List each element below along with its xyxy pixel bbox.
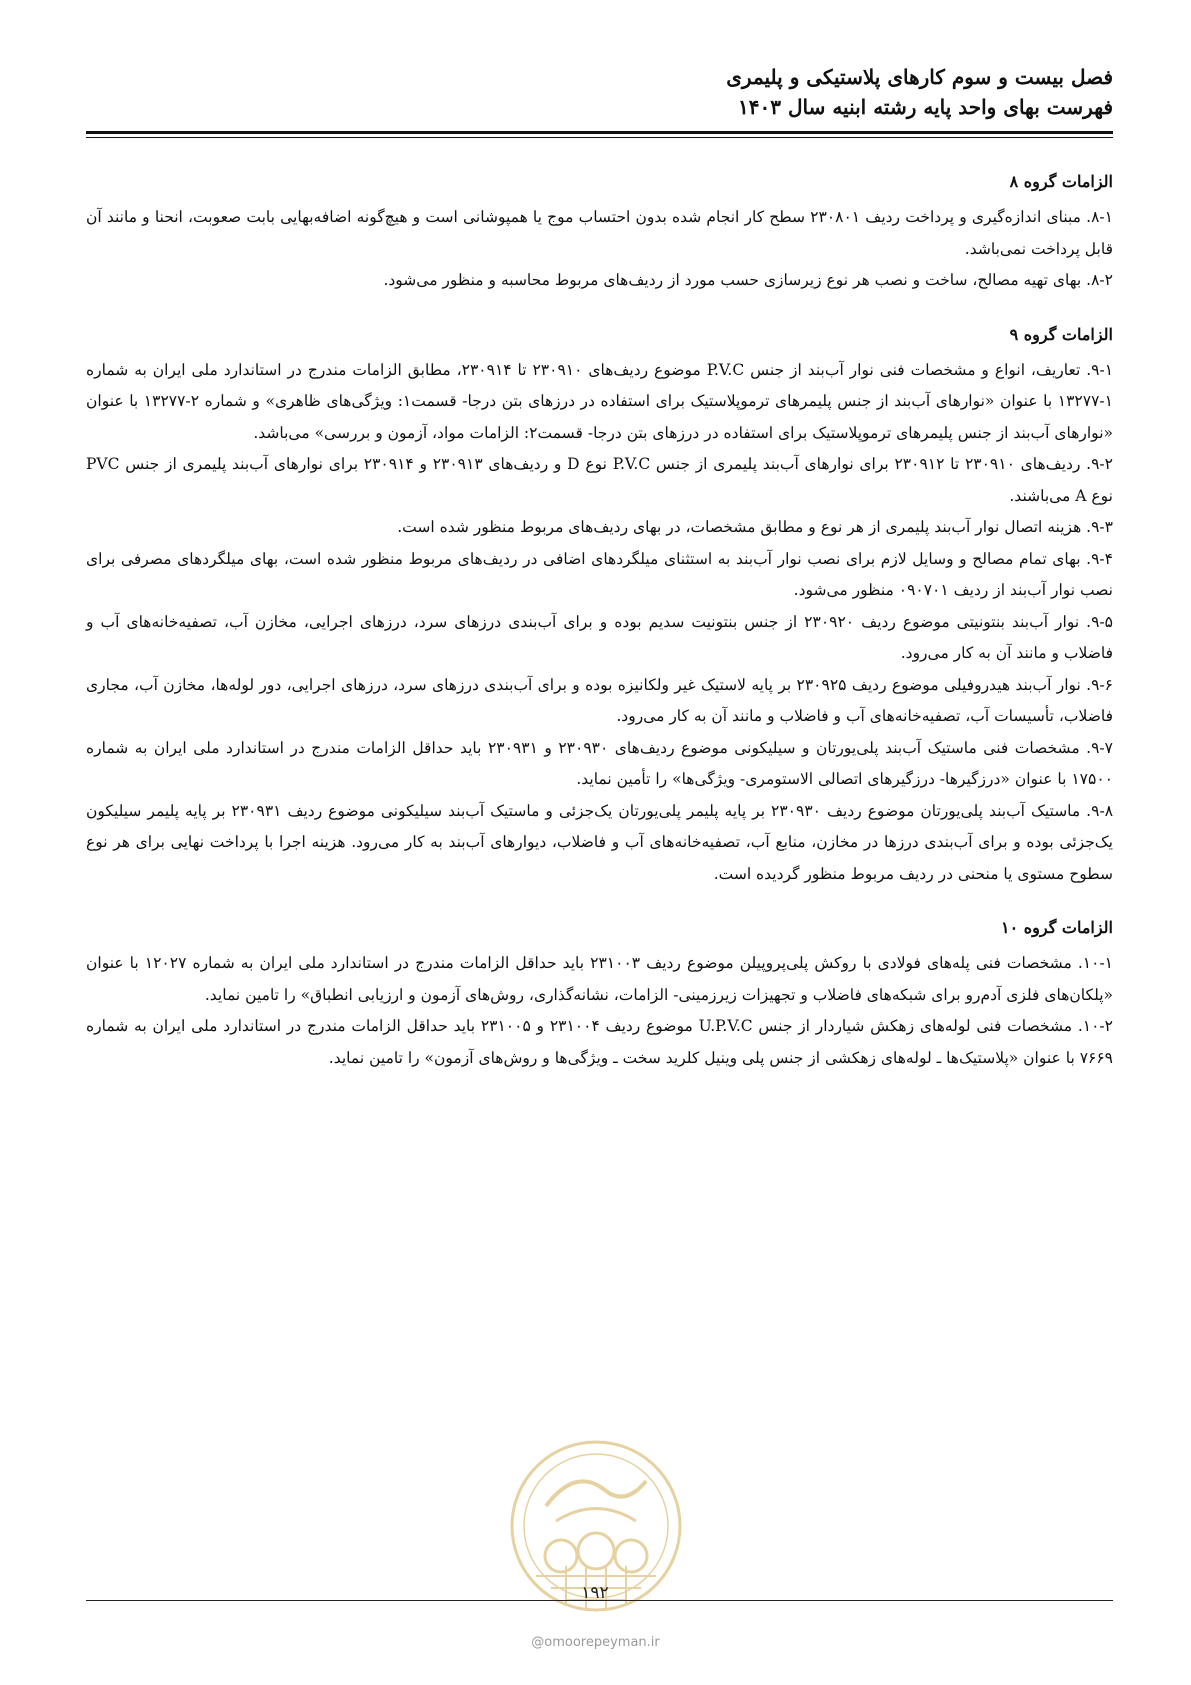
item-8-1: ۸-۱. مبنای اندازه‌گیری و پرداخت ردیف ۲۳۰۸۰۱ سطح کار انجام شده بدون احتساب موج یا همپوشانی است و هیچ‌گونه اضافه‌بهایی بابت صعوبت، انحنا و مانند آن قابل پرداخت نمی‌باشد. [86, 208, 1113, 258]
header-rule-thick [86, 131, 1113, 134]
item-9-6: ۹-۶. نوار آب‌بند هیدروفیلی موضوع ردیف ۲۳۰۹۲۵ بر پایه لاستیک غیر ولکانیزه بوده و برای آب‌بندی درزهای سرد، درزهای اجرایی، دور لوله‌ها، مخازن آب، مجاری فاضلاب، تأسیسات آب، تصفیه‌خانه‌های آب و فاضلاب و مانند آن به کار می‌رود. [86, 675, 1113, 725]
item-10-2: ۱۰-۲. مشخصات فنی لوله‌های زهکش شیاردار از جنس U.P.V.C موضوع ردیف ۲۳۱۰۰۴ و ۲۳۱۰۰۵ باید حداقل الزامات مندرج در استاندارد ملی ایران به شماره ۷۶۶۹ با عنوان «پلاستیک‌ها ـ لوله‌های زهکشی از جنس پلی وینیل کلرید سخت ـ ویژگی‌ها و روش‌های آزمون» را تامین نماید. [86, 1017, 1113, 1067]
item-9-1: ۹-۱. تعاریف، انواع و مشخصات فنی نوار آب‌بند از جنس P.V.C موضوع ردیف‌های ۲۳۰۹۱۰ تا ۲۳۰۹۱۴، مطابق الزامات مندرج در استاندارد ملی ایران به شماره ۱-۱۳۲۷۷ با عنوان «نوارهای آب‌بند از جنس پلیمرهای ترموپلاستیک برای استفاده در درزهای بتن درجا- قسمت۱: ویژگی‌های ظاهری» و شماره ۲-۱۳۲۷۷ با عنوان «نوارهای آب‌بند از جنس پلیمرهای ترموپلاستیک برای استفاده در درزهای بتن درجا- قسمت۲: الزامات مواد، آزمون و بررسی» می‌باشد. [86, 360, 1114, 442]
group-8-section [86, 166, 1113, 297]
group-9-title: الزامات گروه ۹ [1009, 324, 1113, 344]
page-number: ۱۹۲ [581, 1583, 609, 1603]
item-8-2: ۸-۲. بهای تهیه مصالح، ساخت و نصب هر نوع زیرسازی حسب مورد از ردیف‌های مربوط محاسبه و منظور می‌شود. [383, 271, 1113, 289]
group-10-section [86, 912, 1113, 1074]
item-9-4: ۹-۴. بهای تمام مصالح و وسایل لازم برای نصب نوار آب‌بند به استثنای میلگردهای اضافی در ردیف‌های مربوط منظور شده است، بهای میلگردهای مصرفی برای نصب نوار آب‌بند از ردیف ۰۹۰۷۰۱ منظور می‌شود. [86, 549, 1113, 599]
item-9-3: ۹-۳. هزینه اتصال نوار آب‌بند پلیمری از هر نوع و مطابق مشخصات، در بهای ردیف‌های مربوط منظور شده است. [397, 518, 1113, 536]
group-10-title: الزامات گروه ۱۰ [1001, 918, 1113, 937]
item-9-7: ۹-۷. مشخصات فنی ماستیک آب‌بند پلی‌یورتان و سیلیکونی موضوع ردیف‌های ۲۳۰۹۳۰ و ۲۳۰۹۳۱ باید حداقل الزامات مندرج در استاندارد ملی ایران به شماره ۱۷۵۰۰ با عنوان «درزگیرها- درزگیرهای اتصالی الاستومری- ویژگی‌ها» را تأمین نماید. [86, 738, 1113, 788]
item-9-2: ۹-۲. ردیف‌های ۲۳۰۹۱۰ تا ۲۳۰۹۱۲ برای نوارهای آب‌بند پلیمری از جنس P.V.C نوع D و ردیف‌های ۲۳۰۹۱۳ و ۲۳۰۹۱۴ برای نوارهای آب‌بند پلیمری از جنس PVC نوع A می‌باشند. [86, 455, 1113, 505]
watermark-text: @omoorepeyman.ir [531, 1635, 660, 1650]
document-body [86, 166, 1113, 1096]
item-9-8: ۹-۸. ماستیک آب‌بند پلی‌یورتان موضوع ردیف ۲۳۰۹۳۰ بر پایه پلیمر پلی‌یورتان یک‌جزئی و ماستیک آب‌بند سیلیکونی موضوع ردیف ۲۳۰۹۳۱ بر پایه پلیمر سیلیکون یک‌جزئی بوده و برای آب‌بندی درزها در مخازن، منابع آب، تصفیه‌خانه‌های آب و فاضلاب، دیوارهای آب‌بند به کار می‌رود. هزینه اجرا با پرداخت نهایی برای هر نوع سطوح مستوی یا منحنی در ردیف مربوط منظور گردیده است. [86, 801, 1114, 883]
header-rule-thin [86, 137, 1113, 138]
item-9-5: ۹-۵. نوار آب‌بند بنتونیتی موضوع ردیف ۲۳۰۹۲۰ از جنس بنتونیت سدیم بوده و برای آب‌بندی درزهای سرد، درزهای اجرایی، مخازن آب، تصفیه‌خانه‌های آب و فاضلاب و مانند آن به کار می‌رود. [86, 612, 1113, 662]
item-10-1: ۱۰-۱. مشخصات فنی پله‌های فولادی با روکش پلی‌پروپیلن موضوع ردیف ۲۳۱۰۰۳ باید حداقل الزامات مندرج در استاندارد ملی ایران به شماره ۱۲۰۲۷ با عنوان «پلکان‌های فلزی آدم‌رو برای شبکه‌های فاضلاب و تجهیزات زیرزمینی- الزامات، نشانه‌گذاری، روش‌های آزمون و ارزیابی انطباق» را تامین نماید. [86, 954, 1114, 1004]
group-8-title: الزامات گروه ۸ [1009, 172, 1113, 191]
price-list-title: فهرست بهای واحد پایه رشته ابنیه سال ۱۴۰۳ [738, 95, 1113, 119]
group-9-section [86, 319, 1113, 891]
page-header [86, 62, 1113, 122]
chapter-title: فصل بیست و سوم کارهای پلاستیکی و پلیمری [726, 65, 1113, 89]
